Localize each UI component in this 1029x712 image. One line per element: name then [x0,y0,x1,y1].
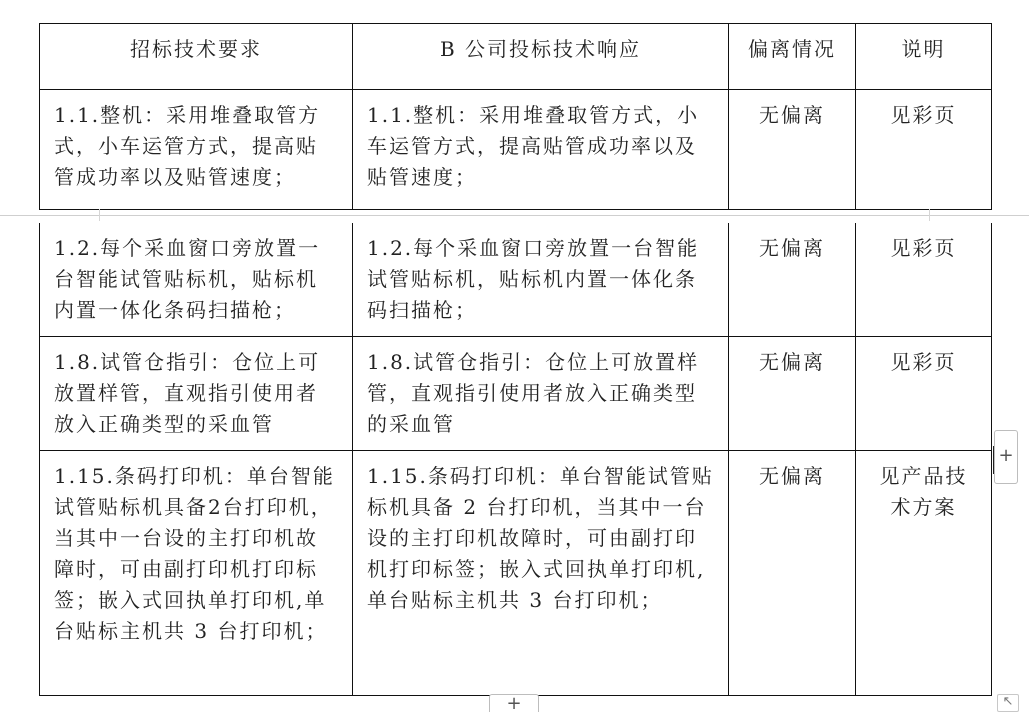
compliance-table-page-1 [39,23,992,210]
header-response[interactable]: B 公司投标技术响应 [353,24,729,90]
response-cell[interactable]: 1.8.试管仓指引：仓位上可放置样管，直观指引使用者放入正确类型的采血管 [353,337,729,451]
add-row-button[interactable]: + [489,694,539,712]
compliance-table-page-2 [39,223,992,696]
table-resize-handle[interactable]: ↖ [997,694,1019,712]
requirement-cell[interactable]: 1.8.试管仓指引：仓位上可放置样管，直观指引使用者放入正确类型的采血管 [40,337,353,451]
note-cell[interactable]: 见产品技术方案 [856,451,992,696]
deviation-cell[interactable]: 无偏离 [729,90,856,210]
page-break-line [0,215,1029,216]
response-cell[interactable]: 1.2.每个采血窗口旁放置一台智能试管贴标机，贴标机内置一体化条码扫描枪； [353,223,729,337]
table-row [40,337,992,451]
table-row [40,451,992,696]
header-row [40,24,992,90]
add-column-button[interactable]: + [994,430,1018,484]
response-cell[interactable]: 1.1.整机：采用堆叠取管方式，小车运管方式，提高贴管成功率以及贴管速度； [353,90,729,210]
note-cell[interactable]: 见彩页 [856,337,992,451]
note-cell[interactable]: 见彩页 [856,90,992,210]
header-deviation[interactable]: 偏离情况 [729,24,856,90]
deviation-cell[interactable]: 无偏离 [729,451,856,696]
deviation-cell[interactable]: 无偏离 [729,337,856,451]
requirement-cell[interactable]: 1.1.整机：采用堆叠取管方式，小车运管方式，提高贴管成功率以及贴管速度； [40,90,353,210]
note-cell[interactable]: 见彩页 [856,223,992,337]
deviation-cell[interactable]: 无偏离 [729,223,856,337]
table-row [40,90,992,210]
header-note[interactable]: 说明 [856,24,992,90]
table-row [40,223,992,337]
page-break-marker [929,209,930,221]
header-requirement[interactable]: 招标技术要求 [40,24,353,90]
requirement-cell[interactable]: 1.15.条码打印机：单台智能试管贴标机具备2台打印机，当其中一台设的主打印机故障时，可由副打印机打印标签；嵌入式回执单打印机,单台贴标主机共 3 台打印机； [40,451,353,696]
response-cell[interactable]: 1.15.条码打印机：单台智能试管贴标机具备 2 台打印机，当其中一台设的主打印机故障时，可由副打印机打印标签；嵌入式回执单打印机,单台贴标主机共 3 台打印机； [353,451,729,696]
requirement-cell[interactable]: 1.2.每个采血窗口旁放置一台智能试管贴标机，贴标机内置一体化条码扫描枪； [40,223,353,337]
page-break-marker [99,209,100,221]
